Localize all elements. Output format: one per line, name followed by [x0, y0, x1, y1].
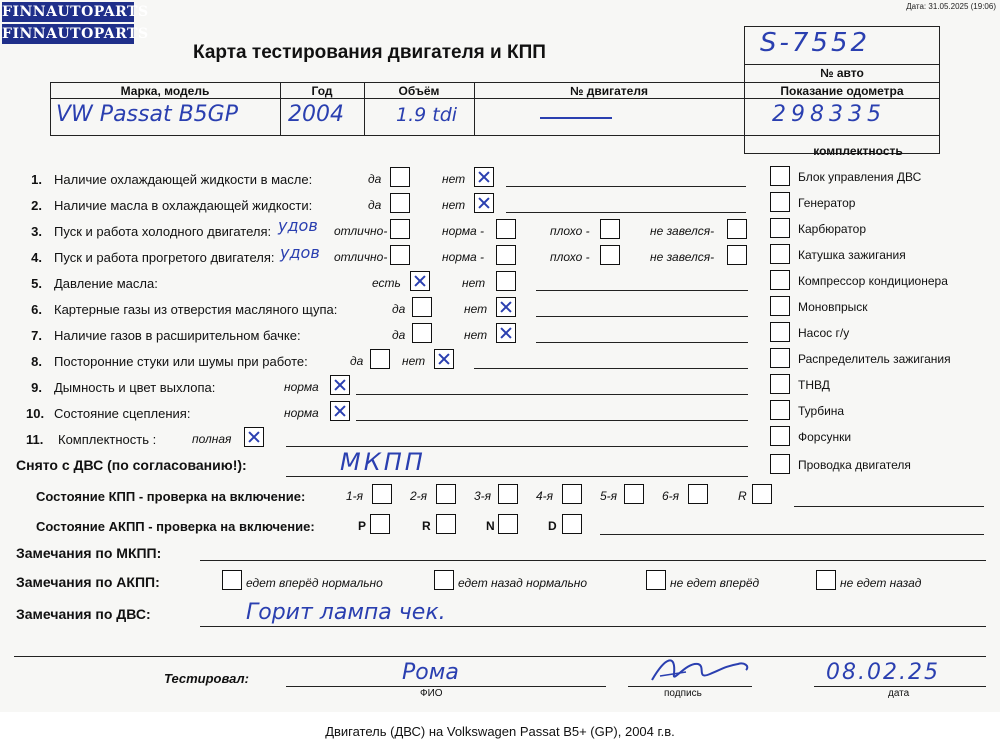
handwritten-udov-cold: удов	[278, 216, 318, 235]
akpp-option: не едет вперёд	[670, 576, 760, 590]
opt-no: нет	[442, 172, 466, 186]
value-volume: 1.9 tdi	[396, 104, 458, 126]
opt-bad: плохо -	[550, 250, 590, 264]
manual-check-label: Состояние КПП - проверка на включение:	[36, 489, 306, 504]
kit-label: Моновпрыск	[798, 300, 868, 314]
kit-checkbox-distributor[interactable]	[770, 348, 790, 368]
date-label: дата	[888, 688, 910, 699]
gear-label: R	[738, 489, 747, 503]
opt-no: нет	[464, 328, 488, 342]
gear-label: 3-я	[474, 489, 492, 503]
kit-label: Распределитель зажигания	[798, 352, 951, 366]
value-make: VW Passat B5GP	[56, 102, 238, 127]
item-exhaust-smoke: Дымность и цвет выхлопа:	[54, 380, 216, 395]
checkbox-gear-6[interactable]	[688, 484, 708, 504]
checkbox-item3-excellent[interactable]	[390, 219, 410, 239]
auto-check-label: Состояние АКПП - проверка на включение:	[36, 519, 315, 534]
engine-no-dash	[540, 117, 612, 119]
opt-norm: норма	[284, 406, 319, 420]
stock-number: S-7552	[760, 28, 871, 58]
opt-yes: да	[392, 328, 406, 342]
checkbox-auto-r[interactable]	[436, 514, 456, 534]
checkbox-gear-3[interactable]	[498, 484, 518, 504]
kit-label: Генератор	[798, 196, 856, 210]
checkbox-item1-no[interactable]	[474, 167, 494, 187]
checkbox-item1-yes[interactable]	[390, 167, 410, 187]
item-cold-start: Пуск и работа холодного двигателя:	[54, 224, 272, 239]
item-noises: Посторонние стуки или шумы при работе:	[54, 354, 308, 369]
checkbox-item9-norm[interactable]	[330, 375, 350, 395]
value-year: 2004	[288, 102, 344, 127]
opt-no: нет	[442, 198, 466, 212]
form-title: Карта тестирования двигателя и КПП	[193, 42, 546, 63]
checkbox-item4-excellent[interactable]	[390, 245, 410, 265]
checkbox-item7-yes[interactable]	[412, 323, 432, 343]
dvs-notes-value: Горит лампа чек.	[246, 600, 446, 625]
header-year: Год	[311, 84, 333, 98]
gear-label: D	[548, 519, 557, 533]
handwritten-udov-warm: удов	[280, 243, 320, 262]
kit-label: Турбина	[798, 404, 845, 418]
kit-label: Карбюратор	[798, 222, 867, 236]
kit-header: комплектность	[813, 144, 903, 158]
checkbox-item3-normal[interactable]	[496, 219, 516, 239]
kit-checkbox-mono-injection[interactable]	[770, 296, 790, 316]
gear-label: N	[486, 519, 495, 533]
item-number: 6.	[31, 302, 42, 317]
checkbox-gear-5[interactable]	[624, 484, 644, 504]
checkbox-auto-d[interactable]	[562, 514, 582, 534]
fio-label: ФИО	[420, 688, 443, 699]
item-number: 1.	[31, 172, 42, 187]
akpp-option: едет назад нормально	[458, 576, 588, 590]
stock-label: № авто	[820, 66, 864, 80]
tested-label: Тестировал:	[164, 671, 249, 686]
opt-no: нет	[402, 354, 426, 368]
checkbox-gear-r[interactable]	[752, 484, 772, 504]
gear-label: 4-я	[536, 489, 554, 503]
item-number: 5.	[31, 276, 42, 291]
item-number: 8.	[31, 354, 42, 369]
gear-label: 1-я	[346, 489, 364, 503]
opt-no: нет	[464, 302, 488, 316]
opt-excellent: отлично-	[334, 224, 388, 238]
item-oil-in-coolant: Наличие масла в охлаждающей жидкости:	[54, 198, 313, 213]
checkbox-item4-bad[interactable]	[600, 245, 620, 265]
test-date: 08.02.25	[826, 660, 940, 685]
tester-name: Рома	[402, 660, 459, 685]
akpp-option: не едет назад	[840, 576, 922, 590]
item-number: 2.	[31, 198, 42, 213]
item-warm-start: Пуск и работа прогретого двигателя:	[54, 250, 275, 265]
checkbox-item4-no-start[interactable]	[727, 245, 747, 265]
checkbox-akpp-no-reverse[interactable]	[816, 570, 836, 590]
gear-label: 6-я	[662, 489, 680, 503]
value-odometer: 298335	[772, 102, 886, 127]
item-number: 11.	[26, 432, 44, 447]
kit-label: Компрессор кондиционера	[798, 274, 948, 288]
opt-yes: да	[368, 172, 382, 186]
opt-yes: да	[368, 198, 382, 212]
checkbox-item10-norm[interactable]	[330, 401, 350, 421]
kit-checkbox-ac-compressor[interactable]	[770, 270, 790, 290]
checkbox-akpp-reverse-ok[interactable]	[434, 570, 454, 590]
checkbox-akpp-no-forward[interactable]	[646, 570, 666, 590]
header-odometer: Показание одометра	[780, 84, 904, 98]
mkpp-notes-label: Замечания по МКПП:	[16, 545, 162, 561]
gear-label: R	[422, 519, 431, 533]
checkbox-auto-p[interactable]	[370, 514, 390, 534]
checkbox-item5-no[interactable]	[496, 271, 516, 291]
checkbox-item8-no[interactable]	[434, 349, 454, 369]
checkbox-item2-no[interactable]	[474, 193, 494, 213]
checkbox-item11-full[interactable]	[244, 427, 264, 447]
checkbox-akpp-forward-ok[interactable]	[222, 570, 242, 590]
item-expansion-tank-gases: Наличие газов в расширительном бачке:	[54, 328, 301, 343]
opt-full: полная	[192, 432, 232, 446]
opt-no: нет	[462, 276, 486, 290]
opt-yes: да	[350, 354, 364, 368]
item-number: 7.	[31, 328, 42, 343]
checkbox-item3-no-start[interactable]	[727, 219, 747, 239]
kit-checkbox-ecu[interactable]	[770, 166, 790, 186]
gear-label: 2-я	[410, 489, 428, 503]
item-coolant-in-oil: Наличие охлаждающей жидкости в масле:	[54, 172, 313, 187]
checkbox-gear-1[interactable]	[372, 484, 392, 504]
item-number: 4.	[31, 250, 42, 265]
header-volume: Объём	[398, 84, 440, 98]
item-clutch: Состояние сцепления:	[54, 406, 191, 421]
opt-no-start: не завелся-	[650, 224, 715, 238]
opt-normal: норма -	[442, 250, 485, 264]
removed-value: МКПП	[340, 448, 426, 476]
kit-label: Катушка зажигания	[798, 248, 906, 262]
kit-checkbox-turbo[interactable]	[770, 400, 790, 420]
checkbox-item6-no[interactable]	[496, 297, 516, 317]
opt-excellent: отлично-	[334, 250, 388, 264]
item-oil-pressure: Давление масла:	[54, 276, 158, 291]
akpp-notes-label: Замечания по АКПП:	[16, 574, 160, 590]
opt-yes: да	[392, 302, 406, 316]
signature-label: подпись	[664, 688, 702, 699]
item-number: 3.	[31, 224, 42, 239]
item-completeness: Комплектность :	[58, 432, 157, 447]
akpp-option: едет вперёд нормально	[246, 576, 383, 590]
opt-no-start: не завелся-	[650, 250, 715, 264]
kit-label: Насос г/у	[798, 326, 850, 340]
checkbox-item3-bad[interactable]	[600, 219, 620, 239]
kit-checkbox-ignition-coil[interactable]	[770, 244, 790, 264]
kit-label: ТНВД	[798, 378, 830, 392]
kit-checkbox-injectors[interactable]	[770, 426, 790, 446]
removed-label: Снято с ДВС (по согласованию!):	[16, 457, 247, 473]
kit-label: Форсунки	[798, 430, 852, 444]
item-crankcase-gases: Картерные газы из отверстия масляного щупа:	[54, 302, 338, 317]
checkbox-item6-yes[interactable]	[412, 297, 432, 317]
kit-checkbox-injection-pump[interactable]	[770, 374, 790, 394]
header-engine-no: № двигателя	[570, 84, 648, 98]
checkbox-gear-4[interactable]	[562, 484, 582, 504]
header-make: Марка, модель	[120, 84, 210, 98]
item-number: 9.	[31, 380, 42, 395]
checkbox-gear-2[interactable]	[436, 484, 456, 504]
checkbox-item5-present[interactable]	[410, 271, 430, 291]
image-caption: Двигатель (ДВС) на Volkswagen Passat B5+ (GP), 2004 г.в.	[0, 712, 1000, 750]
checkbox-item4-normal[interactable]	[496, 245, 516, 265]
gear-label: 5-я	[600, 489, 618, 503]
signature-drawing	[646, 650, 756, 690]
opt-bad: плохо -	[550, 224, 590, 238]
opt-present: есть	[372, 276, 401, 290]
item-number: 10.	[26, 406, 45, 421]
checkbox-item2-yes[interactable]	[390, 193, 410, 213]
kit-label: Блок управления ДВС	[798, 170, 922, 184]
kit-checkbox-generator[interactable]	[770, 192, 790, 212]
brand-logo: FINNAUTOPARTS	[2, 4, 149, 20]
opt-normal: норма -	[442, 224, 485, 238]
print-date: Дата: 31.05.2025 (19:06)	[906, 2, 996, 11]
kit-checkbox-ps-pump[interactable]	[770, 322, 790, 342]
kit-checkbox-wiring[interactable]	[770, 454, 790, 474]
dvs-notes-label: Замечания по ДВС:	[16, 606, 151, 622]
checkbox-item8-yes[interactable]	[370, 349, 390, 369]
brand-logo-secondary: FINNAUTOPARTS	[2, 26, 149, 42]
kit-label: Проводка двигателя	[798, 458, 911, 472]
opt-norm: норма	[284, 380, 319, 394]
checkbox-item7-no[interactable]	[496, 323, 516, 343]
checkbox-auto-n[interactable]	[498, 514, 518, 534]
kit-checkbox-carburetor[interactable]	[770, 218, 790, 238]
gear-label: P	[358, 519, 367, 533]
